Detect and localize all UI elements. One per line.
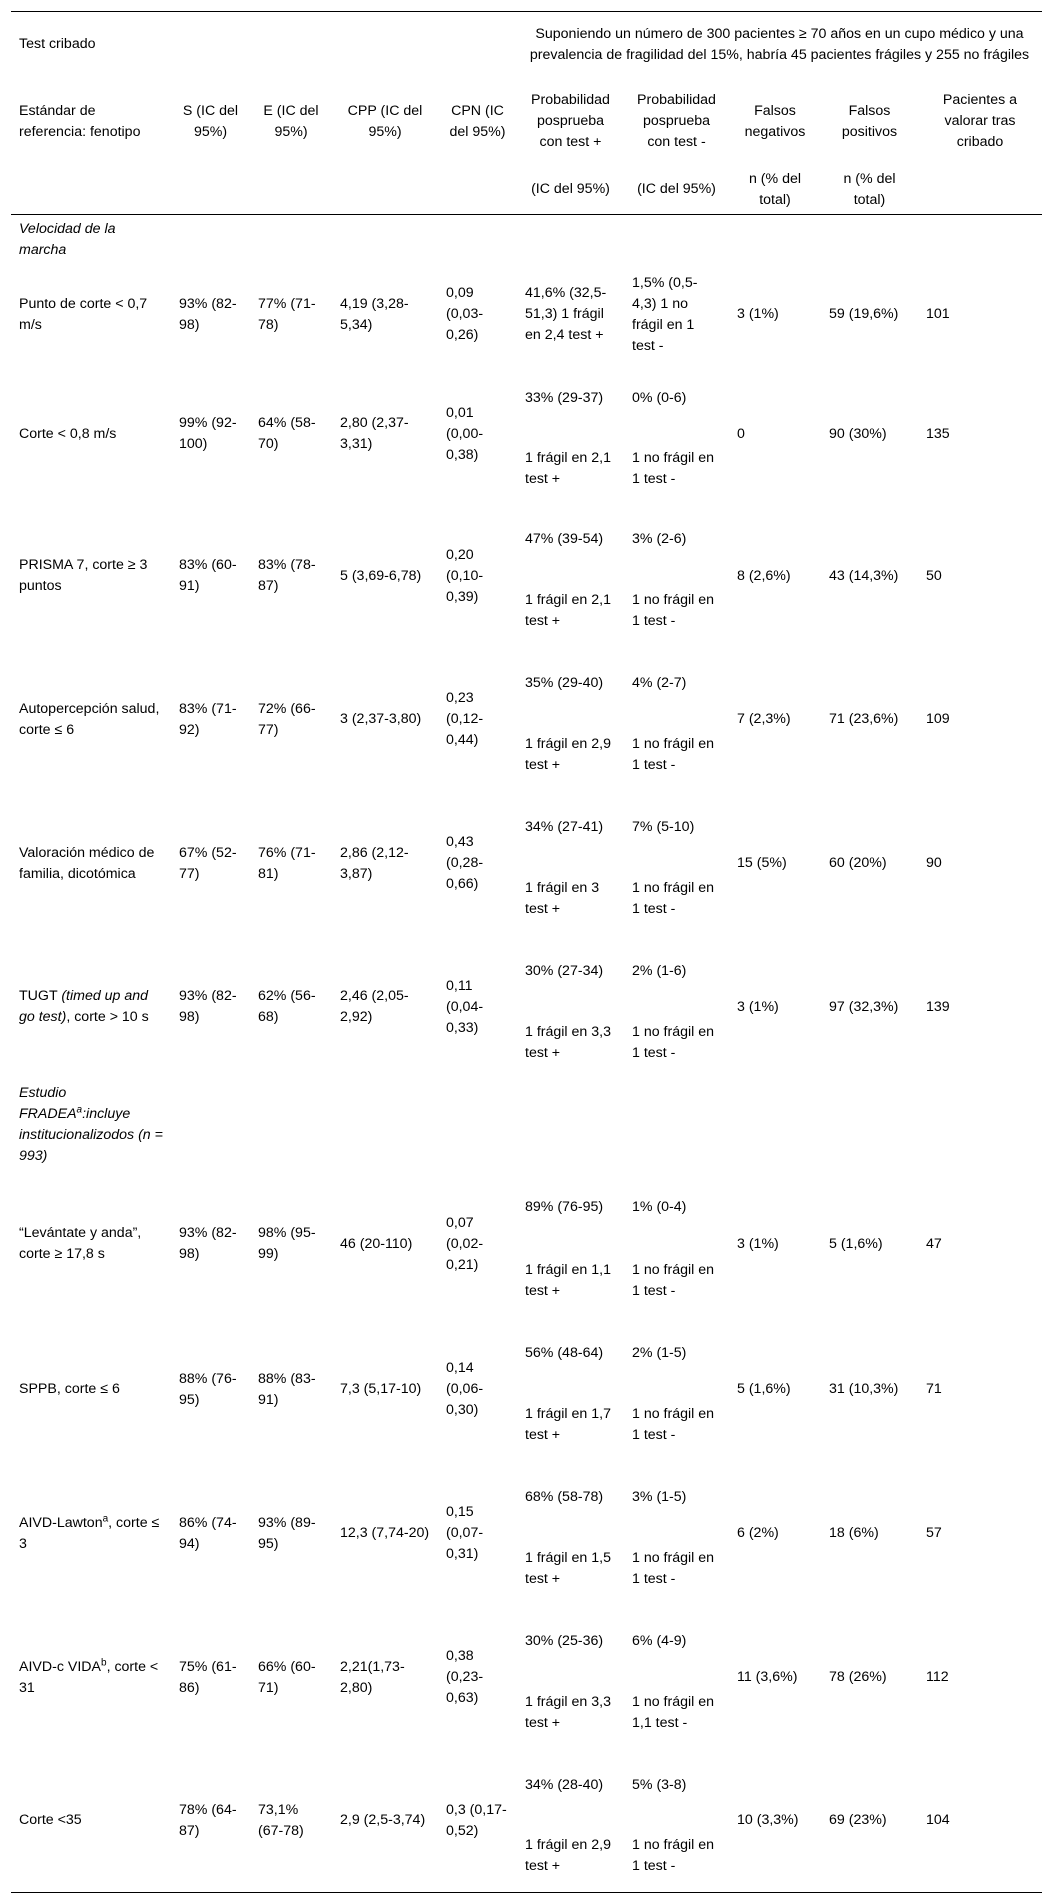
table-row [11,1750,1042,1821]
frailty-screening-table [11,11,1042,1893]
cell-prob-pos: 56% (48-64) [525,1344,604,1361]
cell-falsos-neg: 3 (1%) [737,998,779,1015]
cell-falsos-neg: 7 (2,3%) [737,711,791,727]
cell-falsos-neg: 6 (2%) [737,1525,779,1541]
cell-s: 67% (52-77) [179,844,237,882]
cell-pacientes: 101 [926,306,950,322]
cell-prob-pos: 30% (27-34) [525,962,604,979]
row-test: Valoración médico de familia, dicotómica [19,844,155,882]
col-header-test-cribado: Test cribado [19,36,96,53]
section-label: Estudio FRADEA$^a$:incluye institucionalizodos (n = 993) [19,1084,163,1164]
col-header-estandar: Estándar de referencia: fenotipo [19,102,141,140]
row-test: Corte <35 [19,1812,82,1829]
cell-prob-pos-ratio: 1 frágil en 1,5 test + [525,1550,611,1587]
cell-falsos-neg: 15 (5%) [737,855,787,871]
cell-cpn: 0,15 (0,07-0,31) [446,1504,484,1562]
cell-e: 93% (89-95) [258,1514,316,1552]
cell-falsos-pos: 97 (32,3%) [829,998,899,1015]
cell-falsos-neg: 11 (3,6%) [737,1669,798,1685]
cell-pacientes: 104 [926,1812,950,1829]
row-test: Autopercepción salud, corte ≤ 6 [19,700,160,738]
cell-prob-neg-ratio: 1 no frágil en 1 test - [632,450,715,487]
cell-falsos-pos: 60 (20%) [829,855,887,871]
cell-pacientes: 90 [926,855,942,871]
cell-s: 83% (60-91) [179,557,237,594]
cell-prob-neg: 6% (4-9) [632,1632,687,1649]
cell-s: 88% (76-95) [179,1370,237,1408]
cell-cpp: 2,80 (2,37-3,31) [340,415,409,452]
cell-cpp: 12,3 (7,74-20) [340,1525,430,1541]
col-header-e: E (IC del 95%) [263,102,319,140]
col-header-cpn: CPN (IC del 95%) [449,102,506,140]
cell-pacientes: 50 [926,567,942,584]
row-test: “Levántate y anda”, corte ≥ 17,8 s [19,1225,142,1262]
cell-e: 88% (83-91) [258,1370,316,1408]
cell-falsos-neg: 8 (2,6%) [737,567,791,584]
col-header-prob-neg: Probabilidad posprueba con test - [637,92,716,150]
cell-e: 73,1% (67-78) [258,1801,304,1839]
cell-e: 66% (60-71) [258,1658,316,1696]
section-row-velocidad [11,215,1042,266]
col-header-s: S (IC del 95%) [182,102,239,140]
cell-s: 99% (92-100) [179,415,237,452]
cell-prob-neg-ratio: 1 no frágil en 1 test - [632,1406,715,1443]
col-header-cpp: CPP (IC del 95%) [347,102,423,140]
cell-e: 72% (66-77) [258,700,316,738]
cell-cpp: 7,3 (5,17-10) [340,1381,422,1397]
table-row [11,1606,1042,1677]
cell-prob-pos-ratio: 1 frágil en 1,7 test + [525,1406,611,1443]
col-header-falsos-neg: Falsos negativos [744,102,806,140]
col-header-falsos-pos: Falsos positivos [841,102,898,140]
cell-cpp: 2,9 (2,5-3,74) [340,1812,426,1829]
cell-cpp: 2,86 (2,12-3,87) [340,844,409,882]
cell-falsos-pos: 71 (23,6%) [829,711,899,727]
table-row [11,1171,1042,1245]
cell-s: 75% (61-86) [179,1658,237,1696]
cell-e: 77% (71-78) [258,295,316,333]
cell-e: 62% (56-68) [258,988,316,1025]
cell-falsos-pos: 69 (23%) [829,1812,887,1829]
header-row-2 [11,78,1042,166]
cell-cpp: 2,21(1,73-2,80) [340,1658,405,1696]
cell-e: 76% (71-81) [258,844,316,882]
cell-s: 93% (82-98) [179,1225,237,1262]
cell-cpn: 0,38 (0,23-0,63) [446,1648,484,1706]
cell-cpp: 4,19 (3,28-5,34) [340,295,409,333]
table-row [11,1318,1042,1389]
row-test: Punto de corte < 0,7 m/s [19,295,148,333]
section-label: Velocidad de la marcha [19,221,116,259]
cell-prob-neg: 3% (1-5) [632,1488,687,1505]
cell-prob-neg-ratio: 1 no frágil en 1 test - [632,592,715,629]
cell-pacientes: 71 [926,1381,942,1397]
cell-prob-pos: 33% (29-37) [525,390,604,406]
cell-cpn: 0,07 (0,02-0,21) [446,1214,484,1273]
cell-falsos-pos: 18 (6%) [829,1525,879,1541]
cell-falsos-pos: 59 (19,6%) [829,306,899,322]
cell-cpp: 2,46 (2,05-2,92) [340,988,409,1025]
cell-prob-neg: 5% (3-8) [632,1776,687,1793]
cell-falsos-neg: 5 (1,6%) [737,1381,791,1397]
cell-e: 83% (78-87) [258,557,316,594]
cell-s: 93% (82-98) [179,988,237,1025]
row-test: TUGT (timed up and go test), corte > 10 s [19,988,149,1025]
cell-pacientes: 135 [926,425,950,442]
table-row [11,266,1042,364]
cell-pacientes: 57 [926,1525,942,1541]
cell-prob-neg: 0% (0-6) [632,390,687,406]
table-row [11,364,1042,434]
section-row-fradea [11,1079,1042,1171]
table-row [11,1462,1042,1533]
cell-prob-pos-ratio: 1 frágil en 3,3 test + [525,1694,611,1731]
cell-prob-pos: 35% (29-40) [525,674,604,691]
cell-cpn: 0,20 (0,10-0,39) [446,546,484,605]
cell-falsos-neg: 3 (1%) [737,1235,779,1252]
cell-prob-pos: 47% (39-54) [525,531,604,547]
cell-falsos-neg: 10 (3,3%) [737,1812,799,1829]
row-test: Corte < 0,8 m/s [19,425,117,442]
cell-prob-neg-ratio: 1 no frágil en 1 test - [632,880,715,917]
cell-prob-neg-ratio: 1 no frágil en 1 test - [632,1550,715,1587]
scenario-header: Suponiendo un número de 300 pacientes ≥ 70 años en un cupo médico y una prevalencia de fragilidad del 15%, habría 45 pacientes frágiles y 255 no frágiles [529,25,1030,63]
cell-cpp: 5 (3,69-6,78) [340,567,422,584]
cell-prob-pos: 34% (28-40) [525,1776,604,1793]
cell-s: 86% (74-94) [179,1514,237,1552]
row-test: AIVD-c VIDA$^b$, corte < 31 [19,1656,159,1696]
cell-cpn: 0,11 (0,04-0,33) [446,977,484,1036]
col-header-prob-pos: Probabilidad posprueba con test + [531,92,610,150]
cell-prob-pos-ratio: 1 frágil en 3,3 test + [525,1023,611,1061]
cell-falsos-neg: 3 (1%) [737,306,779,322]
cell-cpn: 0,43 (0,28-0,66) [446,834,484,892]
cell-cpn: 0,01 (0,00-0,38) [446,404,484,463]
header-row-1 [11,12,1042,78]
cell-cpn: 0,09 (0,03-0,26) [446,285,484,343]
cell-prob-neg-ratio: 1 no frágil en 1 test - [632,1262,715,1299]
cell-prob-pos-ratio: 1 frágil en 2,1 test + [525,450,611,487]
cell-pacientes: 109 [926,711,950,727]
cell-prob-neg: 2% (1-6) [632,962,687,979]
cell-e: 98% (95-99) [258,1225,316,1262]
cell-falsos-pos: 78 (26%) [829,1669,887,1685]
table-row [11,505,1042,575]
cell-falsos-pos: 5 (1,6%) [829,1235,883,1252]
cell-prob-pos-ratio: 1 frágil en 1,1 test + [525,1262,611,1299]
cell-falsos-neg: 0 [737,425,745,442]
cell-prob-pos: 68% (58-78) [525,1488,604,1505]
cell-prob-neg-ratio: 1 no frágil en 1 test - [632,1837,715,1875]
cell-prob-pos-ratio: 1 frágil en 2,1 test + [525,592,611,629]
cell-prob-neg-ratio: 1 no frágil en 1,1 test - [632,1694,715,1731]
cell-falsos-pos: 31 (10,3%) [829,1381,899,1397]
table-row [11,792,1042,863]
cell-cpp: 46 (20-110) [340,1235,413,1252]
cell-prob-pos: 34% (27-41) [525,818,604,835]
cell-prob-neg: 2% (1-5) [632,1344,687,1361]
cell-pacientes: 139 [926,998,950,1015]
cell-prob-neg: 1% (0-4) [632,1199,687,1215]
header-row-3 [11,166,1042,215]
cell-cpn: 0,23 (0,12-0,44) [446,690,484,748]
col-header-pacientes: Pacientes a valorar tras cribado [942,92,1018,150]
cell-prob-neg: 7% (5-10) [632,818,695,835]
table-row [11,936,1042,1007]
cell-prob-neg-ratio: 1 no frágil en 1 test - [632,1023,715,1061]
table-row [11,648,1042,719]
cell-falsos-pos: 43 (14,3%) [829,567,899,584]
cell-prob-pos-ratio: 1 frágil en 2,9 test + [525,1837,611,1875]
cell-prob-neg: 4% (2-7) [632,674,687,691]
col-header-ic-pos: (IC del 95%) [517,166,624,215]
cell-cpp: 3 (2,37-3,80) [340,711,422,727]
cell-cpn: 0,3 (0,17-0,52) [446,1801,507,1839]
cell-pacientes: 112 [926,1669,949,1685]
cell-falsos-pos: 90 (30%) [829,425,887,442]
col-header-n-neg: n (% del total) [729,166,821,215]
cell-prob-pos: 30% (25-36) [525,1632,604,1649]
cell-s: 78% (64-87) [179,1801,237,1839]
cell-prob-pos: 89% (76-95) [525,1199,604,1215]
row-test: AIVD-Lawton$^a$, corte ≤ 3 [19,1512,160,1552]
col-header-ic-neg: (IC del 95%) [624,166,729,215]
row-test: PRISMA 7, corte ≥ 3 puntos [19,557,148,594]
cell-prob-pos-ratio: 1 frágil en 3 test + [525,880,600,917]
cell-prob-neg: 3% (2-6) [632,531,687,547]
cell-s: 93% (82-98) [179,295,237,333]
cell-prob-neg-ratio: 1 no frágil en 1 test - [632,736,715,773]
cell-pacientes: 47 [926,1235,942,1252]
row-test: SPPB, corte ≤ 6 [19,1381,120,1397]
cell-prob-pos-ratio: 1 frágil en 2,9 test + [525,736,611,773]
col-header-n-pos: n (% del total) [821,166,918,215]
cell-e: 64% (58-70) [258,415,316,452]
cell-cpn: 0,14 (0,06-0,30) [446,1360,484,1418]
cell-prob-neg: 1,5% (0,5-4,3) 1 no frágil en 1 test - [632,274,698,354]
cell-prob-pos: 41,6% (32,5-51,3) 1 frágil en 2,4 test + [525,285,607,343]
cell-s: 83% (71-92) [179,700,237,738]
